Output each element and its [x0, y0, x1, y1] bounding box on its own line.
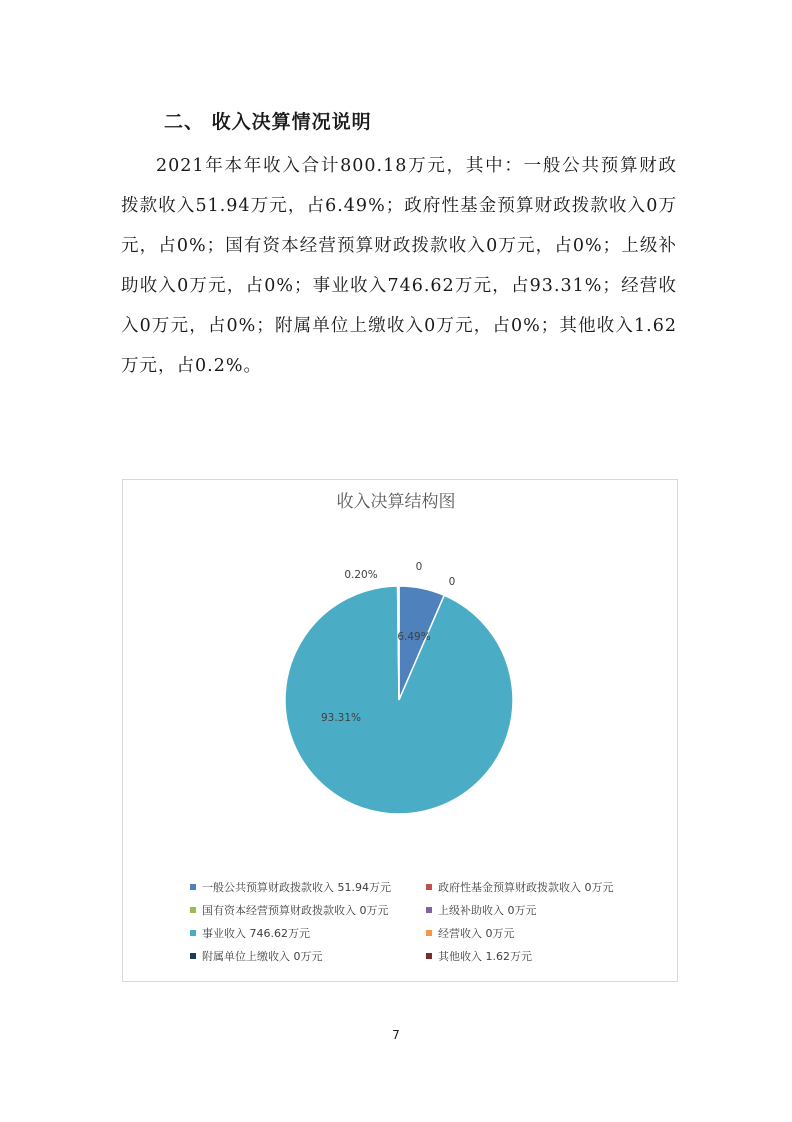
legend-item: [426, 879, 666, 895]
legend-swatch: [190, 907, 196, 913]
legend-label: 一般公共预算财政拨款收入 51.94万元: [202, 881, 391, 894]
chart-title: 收入决算结构图: [336, 492, 456, 512]
legend-swatch: [426, 930, 432, 936]
pie-data-label: 93.31%: [320, 712, 362, 724]
legend-swatch: [426, 907, 432, 913]
legend-item: [426, 925, 666, 941]
pie-data-label: 6.49%: [397, 631, 431, 643]
legend-item: [190, 902, 426, 918]
legend-item: [426, 902, 666, 918]
legend-item: [190, 948, 426, 964]
legend-item: [426, 948, 666, 964]
legend-label: 政府性基金预算财政拨款收入 0万元: [438, 881, 614, 894]
legend-label: 事业收入 746.62万元: [202, 927, 310, 940]
legend-label: 附属单位上缴收入 0万元: [202, 950, 323, 963]
section-heading: 二、 收入决算情况说明: [164, 111, 372, 133]
page-number: 7: [392, 1028, 400, 1042]
pie-data-label: 0: [448, 576, 456, 588]
chart-legend: [190, 879, 670, 964]
legend-swatch: [190, 953, 196, 959]
pie-data-label: 0: [415, 561, 423, 573]
legend-item: [190, 879, 426, 895]
legend-label: 国有资本经营预算财政拨款收入 0万元: [202, 904, 389, 917]
legend-label: 上级补助收入 0万元: [438, 904, 537, 917]
legend-label: 其他收入 1.62万元: [438, 950, 532, 963]
legend-item: [190, 925, 426, 941]
legend-swatch: [190, 930, 196, 936]
section-paragraph: 2021年本年收入合计800.18万元，其中：一般公共预算财政拨款收入51.94万元，占6.49%；政府性基金预算财政拨款收入0万元，占0%；国有资本经营预算财政拨款收入0万元，占0%；上级补助收入0万元，占0%；事业收入746.62万元，占93.31%；经营收入0万元，占0%；附属单位上缴收入0万元，占0%；其他收入1.62万元，占0.2%。: [121, 156, 677, 376]
legend-swatch: [426, 953, 432, 959]
legend-label: 经营收入 0万元: [438, 927, 515, 940]
legend-swatch: [190, 884, 196, 890]
legend-swatch: [426, 884, 432, 890]
pie-data-label: 0.20%: [344, 569, 378, 581]
